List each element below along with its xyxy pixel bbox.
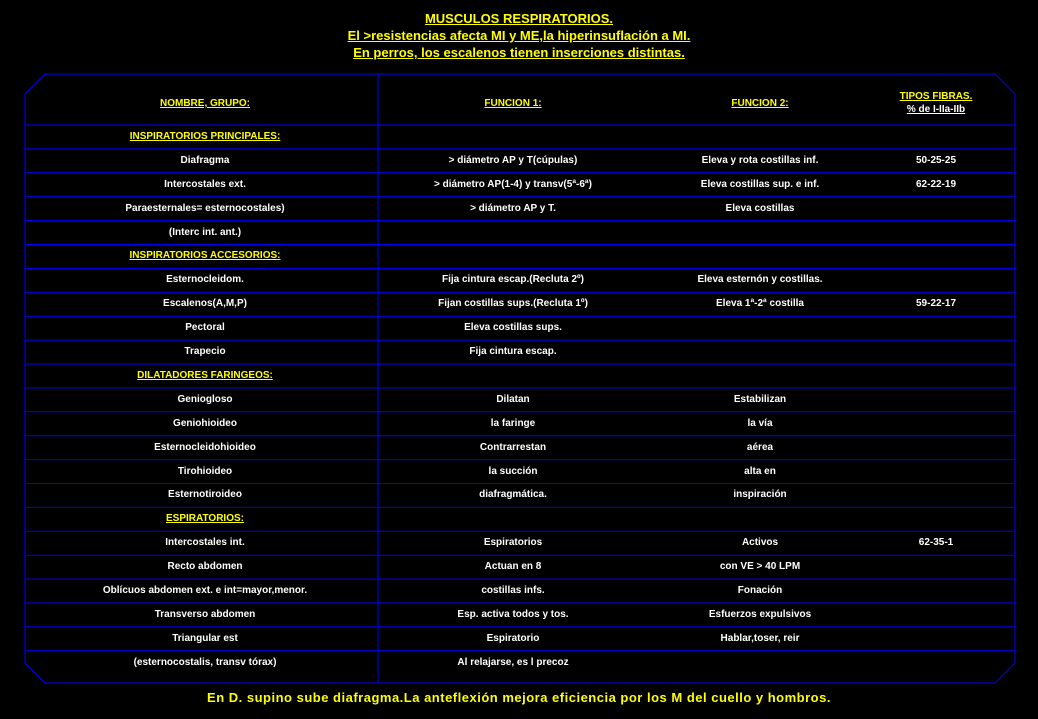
- table-cell: Al relajarse, es l precoz: [457, 656, 569, 668]
- table-cell: Contrarrestan: [479, 441, 547, 453]
- table-cell: (Interc int. ant.): [168, 226, 242, 238]
- table-cell: Esternotiroideo: [168, 489, 242, 501]
- table-cell: Eleva 1ª-2ª costilla: [715, 298, 805, 310]
- subtitle-line-1: El >resistencias afecta MI y ME,la hiperinsuflación a MI.: [347, 28, 691, 43]
- column-header-function-2: FUNCION 2:: [731, 98, 789, 109]
- table-cell: > diámetro AP(1-4) y transv(5ª-6ª): [434, 178, 592, 190]
- table-cell: Estabilizan: [733, 393, 787, 405]
- table-cell: Transverso abdomen: [154, 608, 256, 620]
- table-cell: aérea: [746, 441, 774, 453]
- table-cell: Triangular est: [172, 632, 238, 644]
- table-cell: > diámetro AP y T(cúpulas): [448, 154, 578, 166]
- table-cell: 62-22-19: [915, 178, 957, 190]
- table-cell: Esfuerzos expulsivos: [708, 608, 812, 620]
- table-cell: Fonación: [737, 585, 783, 597]
- table-cell: Diafragma: [180, 154, 230, 166]
- table-cell: Geniogloso: [177, 393, 233, 405]
- section-heading: ESPIRATORIOS:: [166, 513, 244, 525]
- table-cell: la succión: [488, 465, 538, 477]
- table-cell: 62-35-1: [918, 537, 954, 549]
- table-cell: 59-22-17: [915, 298, 957, 310]
- table-cell: Hablar,toser, reir: [720, 632, 800, 644]
- table-cell: Pectoral: [185, 322, 225, 334]
- column-header-fiber-percent: % de I-IIa-IIb: [906, 104, 966, 115]
- table-cell: costillas infs.: [481, 585, 545, 597]
- table-cell: Paraesternales= esternocostales): [125, 202, 285, 214]
- table-cell: (esternocostalis, transv tórax): [133, 656, 277, 668]
- table-cell: Oblícuos abdomen ext. e int=mayor,menor.: [102, 585, 308, 597]
- table-cell: con VE > 40 LPM: [719, 561, 801, 573]
- table-cell: Intercostales int.: [165, 537, 245, 549]
- table-cell: Trapecio: [184, 346, 226, 358]
- table-cell: Geniohioideo: [173, 417, 237, 429]
- table-cell: Actuan en 8: [484, 561, 542, 573]
- section-heading: INSPIRATORIOS PRINCIPALES:: [129, 130, 281, 142]
- table-cell: Espiratorios: [483, 537, 543, 549]
- table-cell: Dilatan: [496, 393, 530, 405]
- title: MUSCULOS RESPIRATORIOS.: [424, 11, 614, 26]
- table-cell: la faringe: [490, 417, 536, 429]
- table-cell: Eleva costillas: [725, 202, 795, 214]
- table-cell: Fijan costillas sups.(Recluta 1º): [438, 298, 588, 310]
- table-cell: Fija cintura escap.: [469, 346, 557, 358]
- table-cell: 50-25-25: [915, 154, 957, 166]
- table-cell: Eleva costillas sups.: [464, 322, 562, 334]
- table-cell: Eleva y rota costillas inf.: [701, 154, 819, 166]
- column-header-name: NOMBRE, GRUPO:: [160, 98, 250, 109]
- table-cell: alta en: [744, 465, 776, 477]
- table-cell: Escalenos(A,M,P): [163, 298, 247, 310]
- table-cell: Recto abdomen: [167, 561, 243, 573]
- table-cell: Eleva costillas sup. e inf.: [700, 178, 820, 190]
- table-cell: Eleva esternón y costillas.: [697, 274, 823, 286]
- section-heading: INSPIRATORIOS ACCESORIOS:: [129, 250, 281, 262]
- table-cell: la vía: [747, 417, 773, 429]
- column-header-function-1: FUNCION 1:: [484, 98, 542, 109]
- section-heading: DILATADORES FARINGEOS:: [137, 369, 273, 381]
- table-cell: inspiración: [733, 489, 787, 501]
- column-header-fiber-types: TIPOS FIBRAS.: [899, 91, 973, 102]
- table-cell: > diámetro AP y T.: [470, 202, 556, 214]
- table-cell: Fija cintura escap.(Recluta 2º): [441, 274, 585, 286]
- table-cell: Intercostales ext.: [164, 178, 246, 190]
- subtitle-line-2: En perros, los escalenos tienen inserciones distintas.: [353, 45, 685, 60]
- table-cell: Tirohioideo: [177, 465, 233, 477]
- table-cell: Activos: [741, 537, 779, 549]
- table-cell: diafragmática.: [479, 489, 547, 501]
- table-cell: Espiratorio: [486, 632, 540, 644]
- table-cell: Esternocleidom.: [166, 274, 244, 286]
- table-cell: Esternocleidohioideo: [154, 441, 256, 453]
- footer-note: En D. supino sube diafragma.La anteflexión mejora eficiencia por los M del cuello y hombros.: [207, 690, 831, 705]
- table-cell: Esp. activa todos y tos.: [457, 608, 569, 620]
